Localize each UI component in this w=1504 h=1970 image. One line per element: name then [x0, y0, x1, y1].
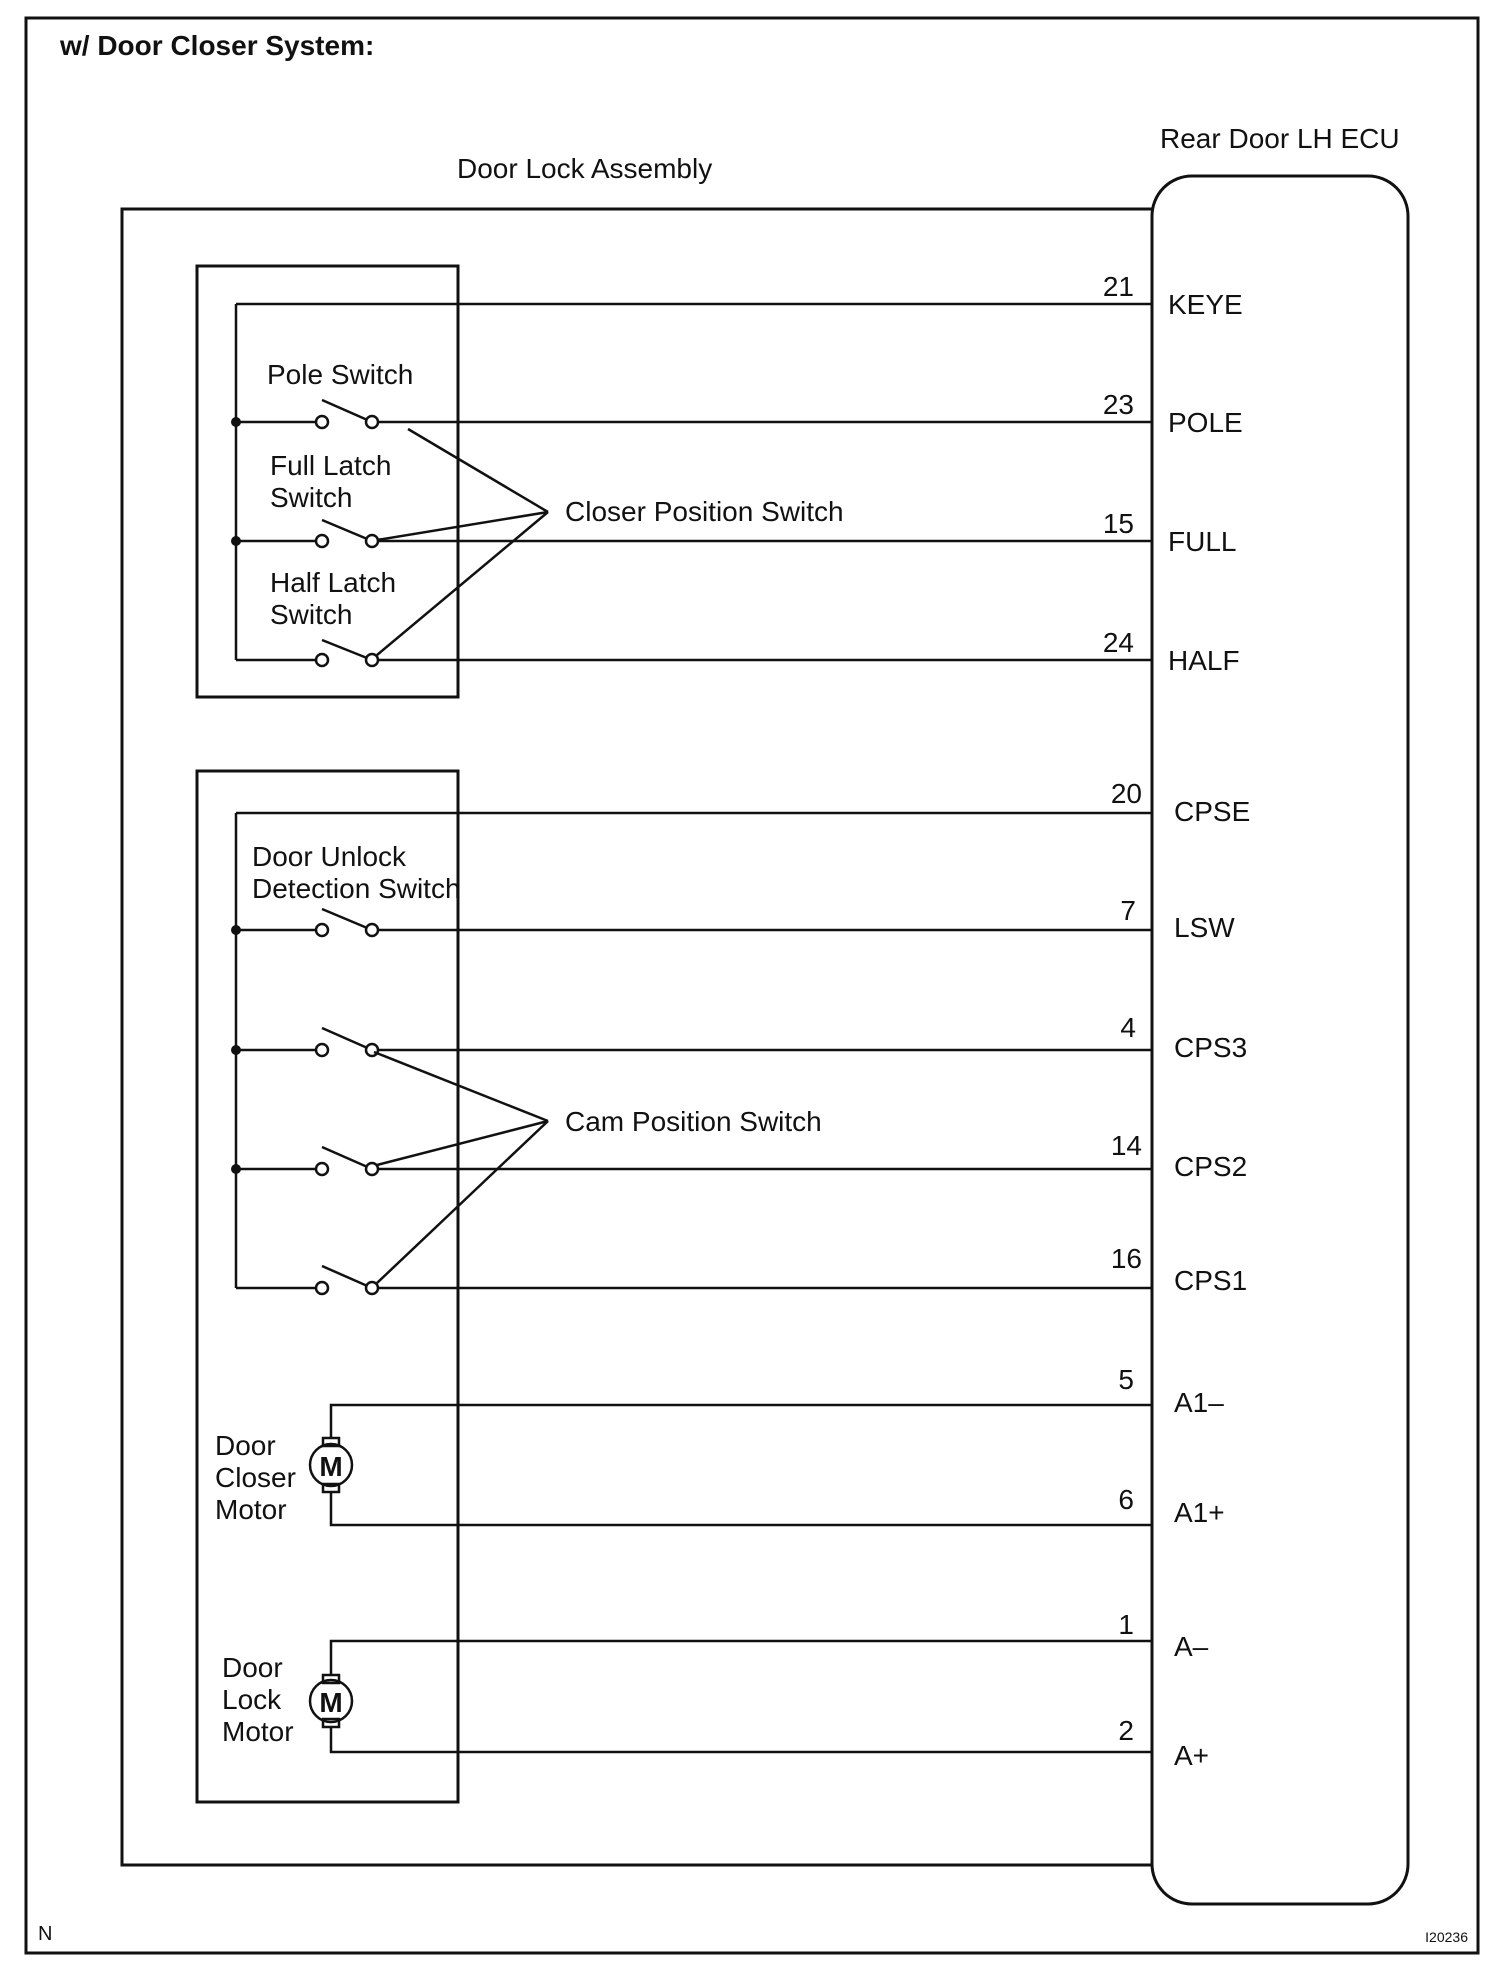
figure-id: I20236: [1425, 1929, 1468, 1945]
full-latch-switch-blade: [322, 520, 372, 541]
closer-leader: [377, 512, 548, 655]
wire-a1-plus: [331, 1492, 1152, 1525]
full-latch-label-1: Full Latch: [270, 450, 392, 481]
pin-number: 7: [1120, 895, 1136, 926]
pin-number: 6: [1118, 1484, 1134, 1515]
closer-leader: [408, 429, 548, 512]
wire-a1-minus: [331, 1405, 1152, 1438]
pin-name: KEYE: [1168, 289, 1243, 320]
closer-leader: [377, 512, 548, 540]
wire-a-minus: [331, 1641, 1152, 1675]
pole-switch-label: Pole Switch: [267, 359, 414, 390]
motor-symbol: M: [319, 1451, 343, 1482]
pin-number: 15: [1102, 508, 1134, 539]
diagram-title: w/ Door Closer System:: [60, 30, 375, 61]
pin-name: A+: [1174, 1740, 1210, 1771]
switch-terminal: [316, 1163, 328, 1175]
pin-name: CPS3: [1174, 1032, 1248, 1063]
door-closer-motor-label-3: Motor: [215, 1494, 287, 1525]
switch-terminal: [366, 535, 378, 547]
switch-terminal: [316, 416, 328, 428]
switch-terminal: [366, 654, 378, 666]
junction-dot: [231, 1164, 241, 1174]
pin-number: 20: [1110, 778, 1142, 809]
cam-leader: [377, 1121, 548, 1283]
pin-name: LSW: [1174, 912, 1235, 943]
pin-name: CPS2: [1174, 1151, 1248, 1182]
pin-name: A1–: [1174, 1387, 1224, 1418]
cam-switch-3-blade: [322, 1028, 372, 1050]
half-latch-switch-blade: [322, 640, 372, 660]
cam-leader: [374, 1052, 548, 1121]
cam-position-switch-label: Cam Position Switch: [565, 1106, 822, 1137]
door-lock-motor-label-3: Motor: [222, 1716, 294, 1747]
junction-dot: [231, 536, 241, 546]
junction-dot: [231, 417, 241, 427]
pin-name: FULL: [1168, 526, 1237, 557]
closer-position-switch-label: Closer Position Switch: [565, 496, 844, 527]
switch-terminal: [316, 924, 328, 936]
door-lock-motor-label-1: Door: [222, 1652, 283, 1683]
door-unlock-label-1: Door Unlock: [252, 841, 407, 872]
full-latch-label-2: Switch: [270, 482, 353, 513]
door-closer-motor-label-2: Closer: [215, 1462, 296, 1493]
door-unlock-switch-blade: [322, 909, 372, 930]
switch-terminal: [316, 535, 328, 547]
half-latch-label-1: Half Latch: [270, 567, 397, 598]
switch-terminal: [366, 416, 378, 428]
ecu-label: Rear Door LH ECU: [1160, 123, 1400, 154]
pin-number: 5: [1118, 1364, 1134, 1395]
pin-number: 23: [1102, 389, 1134, 420]
wire-a-plus: [331, 1727, 1152, 1752]
pin-number: 21: [1102, 271, 1134, 302]
cam-leader: [377, 1121, 548, 1165]
pin-number: 16: [1110, 1243, 1142, 1274]
door-closer-motor-label-1: Door: [215, 1430, 276, 1461]
switch-terminal: [316, 654, 328, 666]
switch-terminal: [366, 924, 378, 936]
pin-name: CPSE: [1174, 796, 1251, 827]
pin-name: POLE: [1168, 407, 1243, 438]
cam-switch-1-blade: [322, 1266, 372, 1288]
junction-dot: [231, 1045, 241, 1055]
half-latch-label-2: Switch: [270, 599, 353, 630]
pin-labels: [1103, 271, 1250, 1771]
pin-name: CPS1: [1174, 1265, 1248, 1296]
pin-number: 2: [1118, 1715, 1134, 1746]
pin-number: 14: [1110, 1130, 1142, 1161]
pin-number: 1: [1118, 1609, 1134, 1640]
pin-number: 4: [1120, 1012, 1136, 1043]
junction-dot: [231, 925, 241, 935]
switch-terminal: [366, 1282, 378, 1294]
pole-switch-blade: [322, 400, 372, 422]
switch-terminal: [366, 1163, 378, 1175]
door-lock-motor-label-2: Lock: [222, 1684, 282, 1715]
pin-number: 24: [1102, 627, 1134, 658]
motor-symbol: M: [319, 1687, 343, 1718]
corner-mark-left: N: [38, 1923, 53, 1945]
assembly-label: Door Lock Assembly: [457, 153, 713, 184]
door-unlock-label-2: Detection Switch: [252, 873, 461, 904]
pin-name: A1+: [1174, 1497, 1225, 1528]
pin-name: HALF: [1168, 645, 1240, 676]
pin-name: A–: [1174, 1631, 1209, 1662]
switch-terminal: [316, 1044, 328, 1056]
cam-switch-2-blade: [322, 1147, 372, 1169]
switch-terminal: [316, 1282, 328, 1294]
